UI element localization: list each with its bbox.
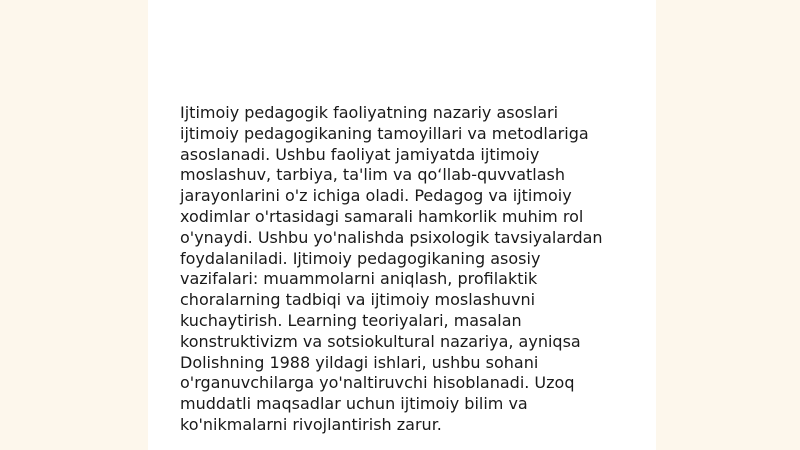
paragraph-line: o'ynaydi. Ushbu yo'nalishda psixologik tavsiyalardan xyxy=(180,227,603,247)
paragraph-line: vazifalari: muammolarni aniqlash, profilaktik xyxy=(180,269,538,289)
paragraph-line: jarayonlarini o'z ichiga oladi. Pedagog va ijtimoiy xyxy=(180,186,572,206)
document-page xyxy=(148,0,656,450)
paragraph-line: muddatli maqsadlar uchun ijtimoiy bilim va xyxy=(180,394,528,414)
paragraph-line: ko'nikmalarni rivojlantirish zarur. xyxy=(180,414,442,434)
paragraph-line: choralarning tadbiqi va ijtimoiy moslashuvni xyxy=(180,290,536,310)
paragraph-line: foydalaniladi. Ijtimoiy pedagogikaning asosiy xyxy=(180,248,541,268)
paragraph-line: moslashuv, tarbiya, ta'lim va qo‘llab-quvvatlash xyxy=(180,165,566,185)
body-paragraph xyxy=(180,103,620,436)
paragraph-line: Ijtimoiy pedagogik faoliyatning nazariy asoslari xyxy=(180,103,559,122)
paragraph-line: konstruktivizm va sotsiokultural nazariya, ayniqsa xyxy=(180,331,581,351)
paragraph-line: xodimlar o'rtasidagi samarali hamkorlik muhim rol xyxy=(180,206,584,226)
paragraph-line: kuchaytirish. Learning teoriyalari, masalan xyxy=(180,310,522,330)
paragraph-line: ijtimoiy pedagogikaning tamoyillari va metodlariga xyxy=(180,123,589,143)
paragraph-line: o'rganuvchilarga yo'naltiruvchi hisoblanadi. Uzoq xyxy=(180,373,575,393)
paragraph-line: asoslanadi. Ushbu faoliyat jamiyatda ijtimoiy xyxy=(180,144,540,164)
paragraph-line: Dolishning 1988 yildagi ishlari, ushbu sohani xyxy=(180,352,539,372)
